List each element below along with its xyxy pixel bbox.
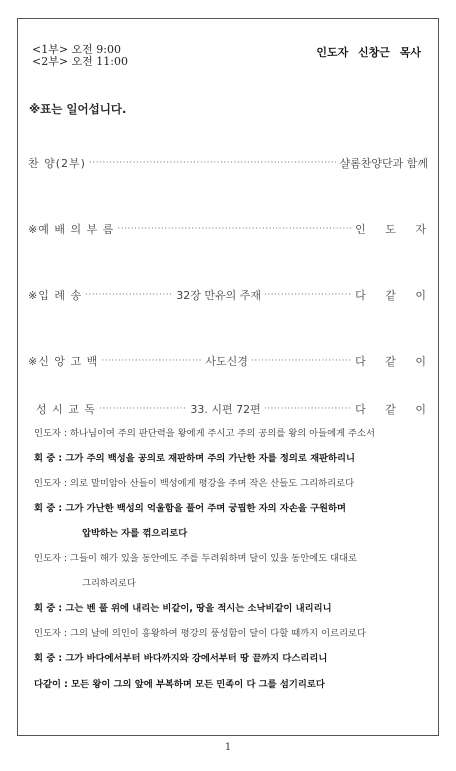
service-schedule [32, 44, 128, 68]
speaker-label: 인도자 : [34, 478, 68, 489]
dot-leader [117, 224, 352, 234]
dot-leader [85, 290, 173, 300]
responsive-line [34, 625, 366, 639]
reading-text: 모든 왕이 그의 앞에 부복하며 모든 민족이 다 그를 섬기리로다 [71, 679, 325, 690]
speaker-label: 인도자 : [34, 553, 68, 564]
reading-text: 의로 말미암아 산들이 백성에게 평강을 주며 작은 산들도 그리하리로다 [70, 478, 355, 489]
order-item-call-to-worship [28, 221, 434, 237]
responsive-line [34, 500, 346, 514]
order-item-label: ※신 앙 고 백 [28, 355, 99, 368]
service-time-first: <1부> 오전 9:00 [32, 43, 122, 56]
reading-text: 그리하리로다 [82, 578, 136, 589]
service-time-second: <2부> 오전 11:00 [32, 55, 129, 68]
responsive-line [34, 450, 355, 464]
dot-leader [251, 356, 352, 366]
order-item-confession [28, 353, 434, 369]
reading-text: 그의 날에 의인이 흥왕하여 평강의 풍성함이 달이 다할 때까지 이르리로다 [70, 628, 367, 639]
responsive-line-continued [82, 575, 136, 589]
speaker-label: 인도자 : [34, 428, 68, 439]
order-item-label: 찬 양(2부) [28, 157, 86, 170]
reading-text: 그가 가난한 백성의 억울함을 풀어 주며 궁핍한 자의 자손을 구원하며 [65, 503, 346, 514]
dot-leader [99, 404, 187, 414]
order-item-performer: 다 같 이 [355, 403, 434, 416]
dot-leader [101, 356, 202, 366]
bulletin-page-frame [17, 18, 439, 736]
order-item-responsive-reading [36, 401, 434, 417]
order-item-label: ※예 배 의 부 름 [28, 223, 115, 236]
responsive-line [34, 600, 332, 614]
order-item-performer: 다 같 이 [355, 355, 434, 368]
reading-text: 하나님이여 주의 판단력을 왕에게 주시고 주의 공의를 왕의 아들에게 주소서 [70, 428, 376, 439]
order-item-praise [28, 155, 428, 171]
order-item-label: 성 시 교 독 [36, 403, 96, 416]
leader-name: 인도자 신창근 목사 [316, 46, 421, 59]
order-item-detail: 33. 시편 72편 [190, 403, 261, 416]
speaker-label: 인도자 : [34, 628, 68, 639]
speaker-label: 회 중 : [34, 453, 63, 464]
dot-leader [264, 404, 352, 414]
speaker-label: 회 중 : [34, 653, 63, 664]
order-item-detail: 사도신경 [205, 355, 248, 368]
dot-leader [89, 158, 337, 168]
order-item-performer: 샬롬찬양단과 함께 [339, 157, 428, 170]
responsive-line [34, 650, 327, 664]
responsive-line [34, 475, 354, 489]
reading-text: 그가 바다에서부터 바다까지와 강에서부터 땅 끝까지 다스리리니 [65, 653, 328, 664]
standing-note: ※표는 일어섭니다. [29, 102, 127, 116]
speaker-label: 다같이 : [34, 679, 68, 690]
reading-text: 그들이 해가 있을 동안에도 주를 두려워하며 달이 있을 동안에도 대대로 [70, 553, 358, 564]
page-number: 1 [224, 742, 232, 753]
reading-text: 그가 주의 백성을 공의로 재판하며 주의 가난한 자를 정의로 재판하리니 [65, 453, 355, 464]
speaker-label: 회 중 : [34, 503, 63, 514]
speaker-label: 회 중 : [34, 603, 63, 614]
reading-text: 압박하는 자를 꺾으리로다 [82, 528, 188, 539]
responsive-line [34, 425, 375, 439]
responsive-line-continued [82, 525, 187, 539]
order-item-label: ※입 례 송 [28, 289, 83, 302]
reading-text: 그는 벤 풀 위에 내리는 비같이, 땅을 적시는 소낙비같이 내리리니 [65, 603, 332, 614]
dot-leader [264, 290, 352, 300]
order-item-detail: 32장 만유의 주재 [176, 289, 261, 302]
responsive-line [34, 676, 325, 690]
order-item-opening-hymn [28, 287, 434, 303]
order-item-performer: 인 도 자 [355, 223, 434, 236]
responsive-line [34, 550, 357, 564]
order-item-performer: 다 같 이 [355, 289, 434, 302]
